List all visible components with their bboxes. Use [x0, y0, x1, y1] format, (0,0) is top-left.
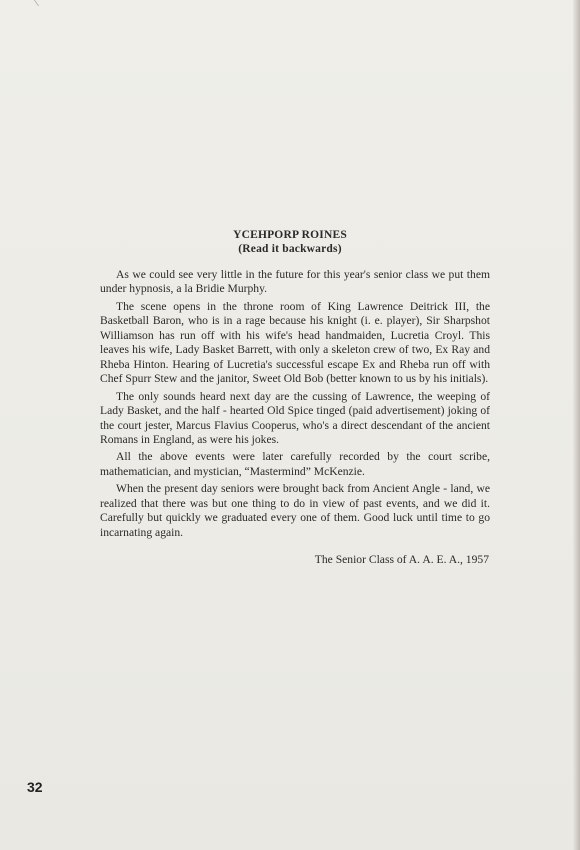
paragraph-2: The scene opens in the throne room of King Lawrence Deitrick III, the Basketball Baron, who is in a rage because his knight (i. e. player), Sir Sharpshot Williamson has run off with his wife's head handmaiden, Lucretia Croyl. This leaves his wife, Lady Basket Barrett, with only a skeleton crew of two, Ex Ray and Rheba Hinton. Hearing of Lucretia's successful escape Ex and Rheba run off with Chef Spurr Stew and the janitor, Sweet Old Bob (better known to us by his initials). [100, 299, 490, 386]
article-title: YCEHPORP ROINES [233, 229, 347, 241]
page-number: 32 [27, 779, 43, 795]
signature: The Senior Class of A. A. E. A., 1957 [314, 553, 489, 566]
corner-mark [34, 0, 49, 6]
paragraph-5: When the present day seniors were brought back from Ancient Angle - land, we realized that there was but one thing to do in view of past events, and we did it. Carefully but quickly we graduated every one of them. Good luck until time to go incarnating again. [100, 482, 490, 539]
paragraph-1: As we could see very little in the future for this year's senior class we put them under hypnosis, a la Bridie Murphy. [100, 268, 490, 296]
page-edge [573, 0, 580, 850]
paragraph-4: All the above events were later carefully recorded by the court scribe, mathematician, and mystician, “Mastermind” McKenzie. [100, 450, 490, 478]
article-subtitle: (Read it backwards) [238, 243, 342, 255]
article-body [100, 268, 490, 543]
paragraph-3: The only sounds heard next day are the cussing of Lawrence, the weeping of Lady Basket, and the half - hearted Old Spice tinged (paid advertisement) joking of the court jester, Marcus Flavius Cooperus, who's a direct descendant of the ancient Romans in England, as were his jokes. [100, 389, 490, 446]
